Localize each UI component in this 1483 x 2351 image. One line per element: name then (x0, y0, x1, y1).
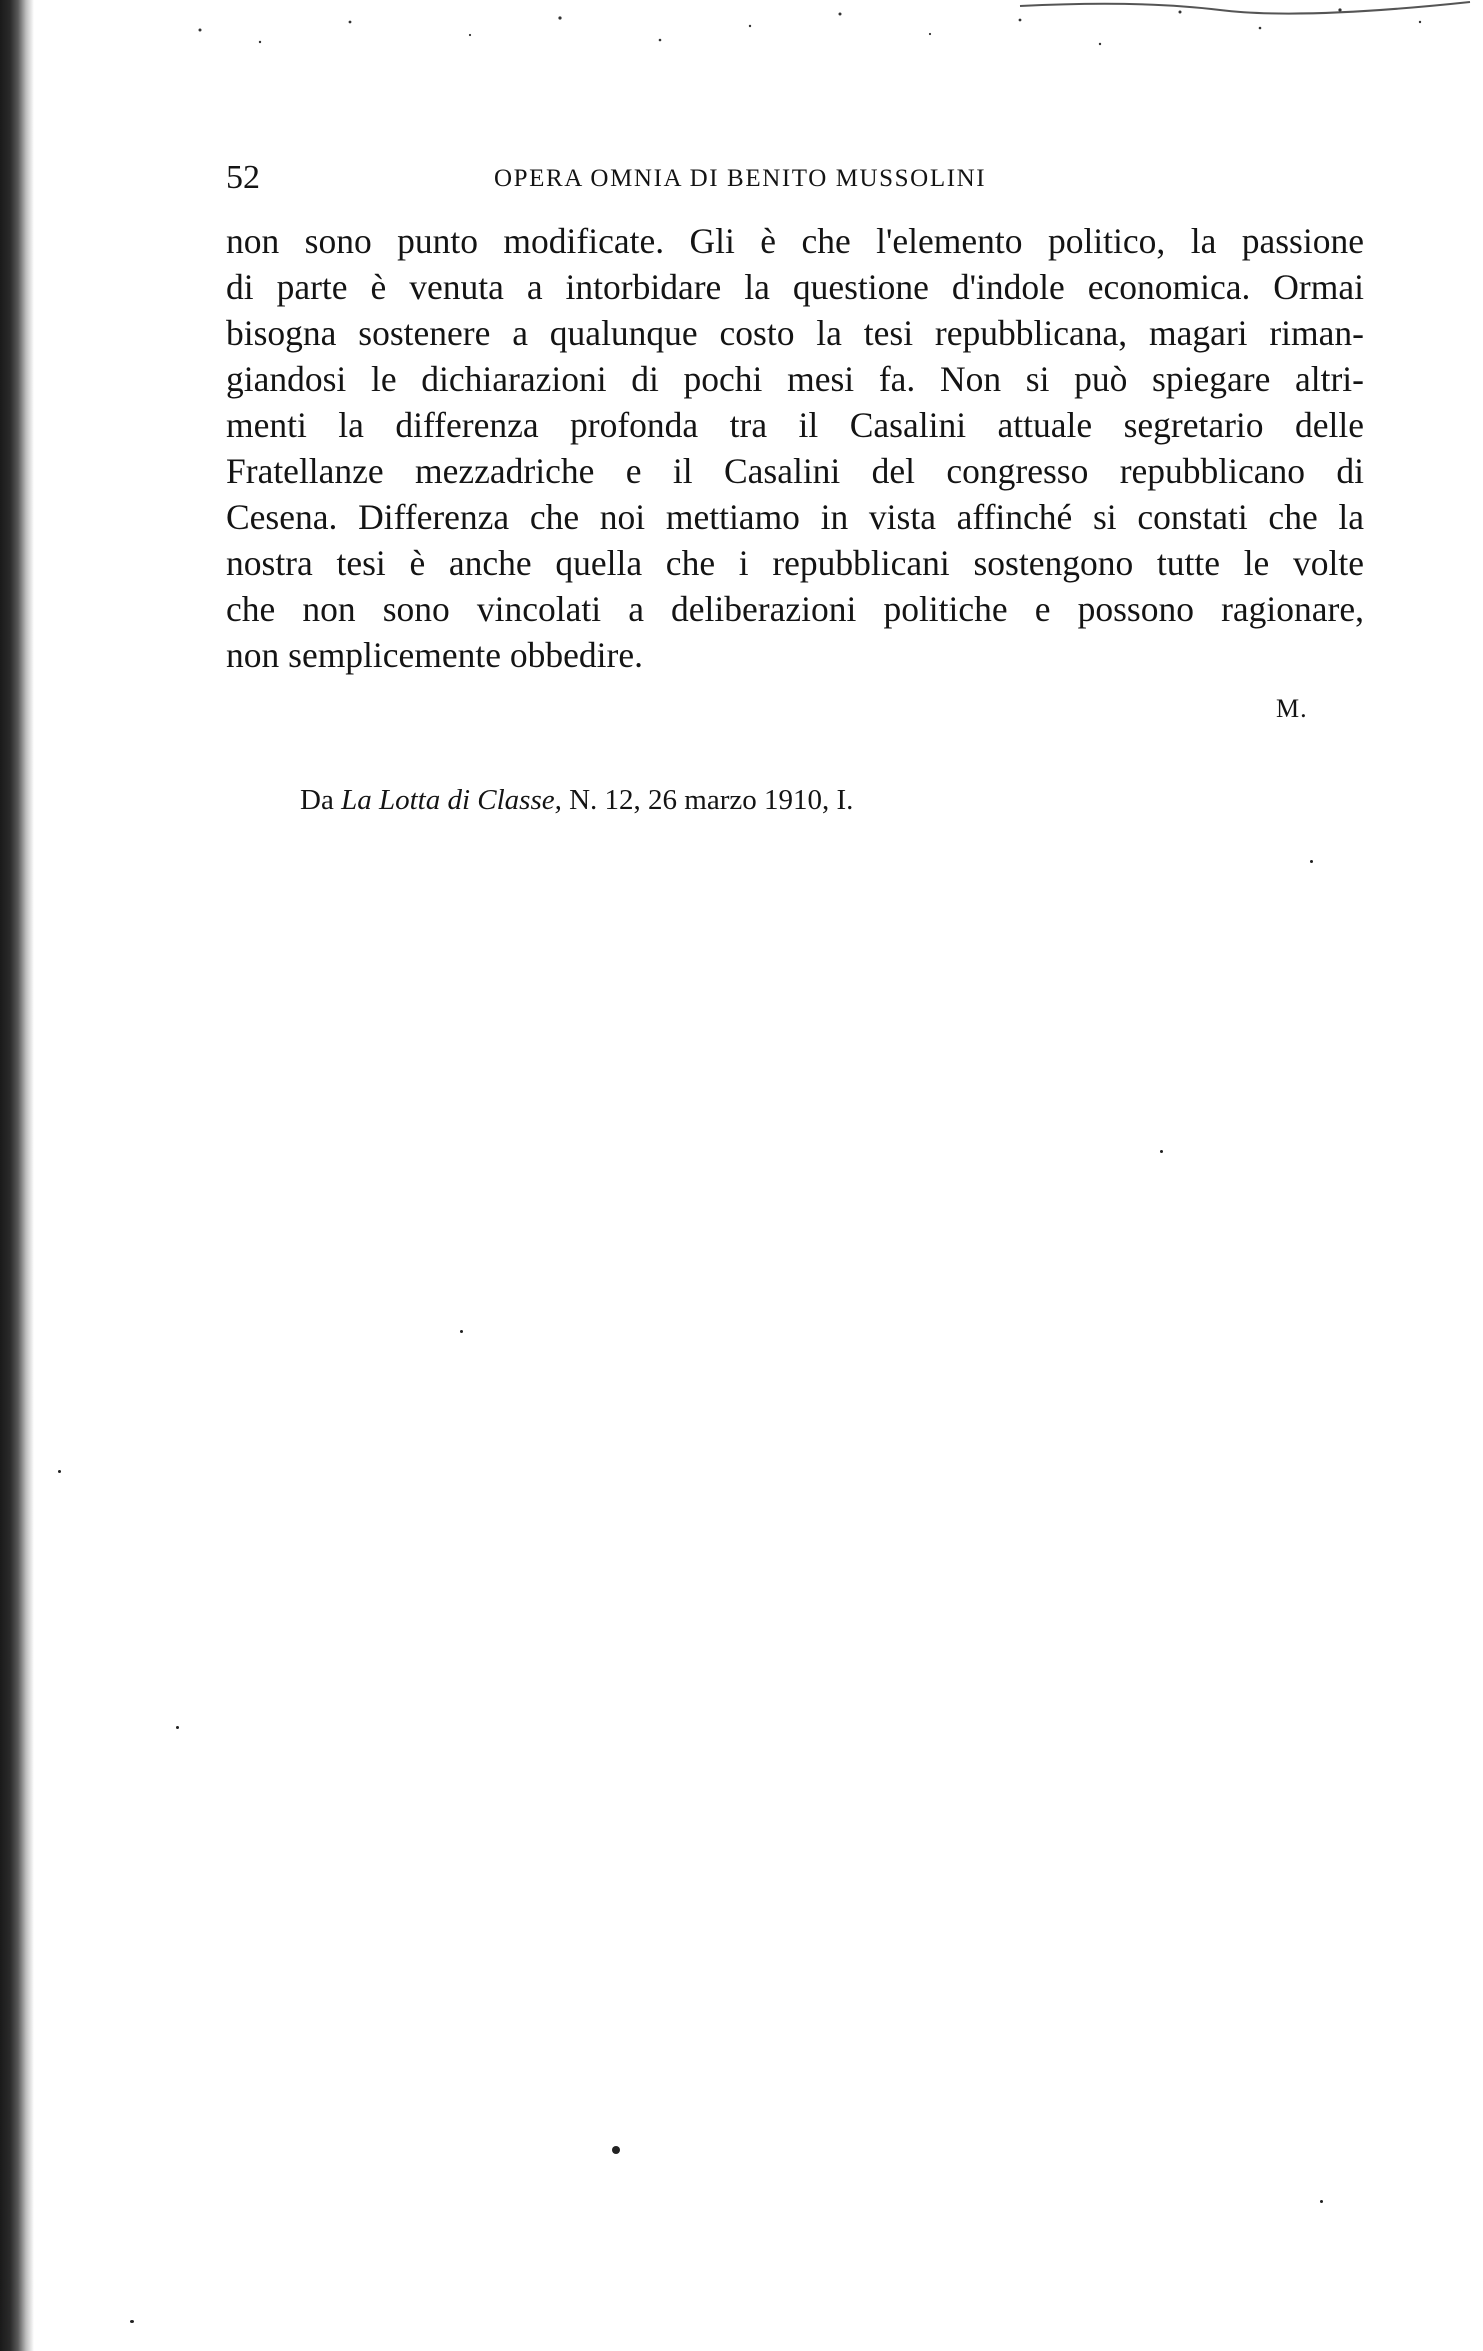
scan-speck (612, 2146, 620, 2154)
scan-speck (460, 1330, 463, 1333)
scan-speck (1320, 2200, 1323, 2203)
scan-noise (140, 0, 1483, 90)
text-line: Cesena. Differenza che noi mettiamo in vista affinché si constati che la (226, 497, 1364, 537)
text-line: di parte è venuta a intorbidare la questione d'indole economica. Ormai (226, 267, 1364, 307)
header-title: OPERA OMNIA DI BENITO MUSSOLINI (494, 165, 987, 192)
scan-binding-edge (0, 0, 34, 2351)
text-line: non semplicemente obbedire. (226, 635, 643, 675)
text-line: Fratellanze mezzadriche e il Casalini del congresso repubblicano di (226, 451, 1364, 491)
text-line: giandosi le dichiarazioni di pochi mesi fa. Non si può spiegare altri- (226, 359, 1364, 399)
scan-speck (130, 2320, 134, 2323)
scan-speck (1310, 860, 1313, 863)
scan-speck (1160, 1150, 1163, 1153)
text-line: non sono punto modificate. Gli è che l'elemento politico, la passione (226, 221, 1364, 261)
running-head (226, 158, 1338, 198)
source-prefix: Da (300, 784, 334, 816)
author-signature: M. (1276, 694, 1308, 723)
text-line: nostra tesi è anche quella che i repubblicani sostengono tutte le volte (226, 543, 1364, 583)
text-line: menti la differenza profonda tra il Casalini attuale segretario delle (226, 405, 1364, 445)
source-publication: La Lotta di Classe, (341, 784, 562, 816)
scan-speck (176, 1726, 179, 1729)
source-details: N. 12, 26 marzo 1910, I. (569, 784, 854, 816)
scan-speck (58, 1470, 61, 1473)
body-paragraph (226, 218, 1364, 678)
text-line: bisogna sostenere a qualunque costo la tesi repubblicana, magari riman- (226, 313, 1364, 353)
source-citation (300, 784, 853, 817)
page-number: 52 (226, 159, 260, 196)
text-line: che non sono vincolati a deliberazioni politiche e possono ragionare, (226, 589, 1364, 629)
